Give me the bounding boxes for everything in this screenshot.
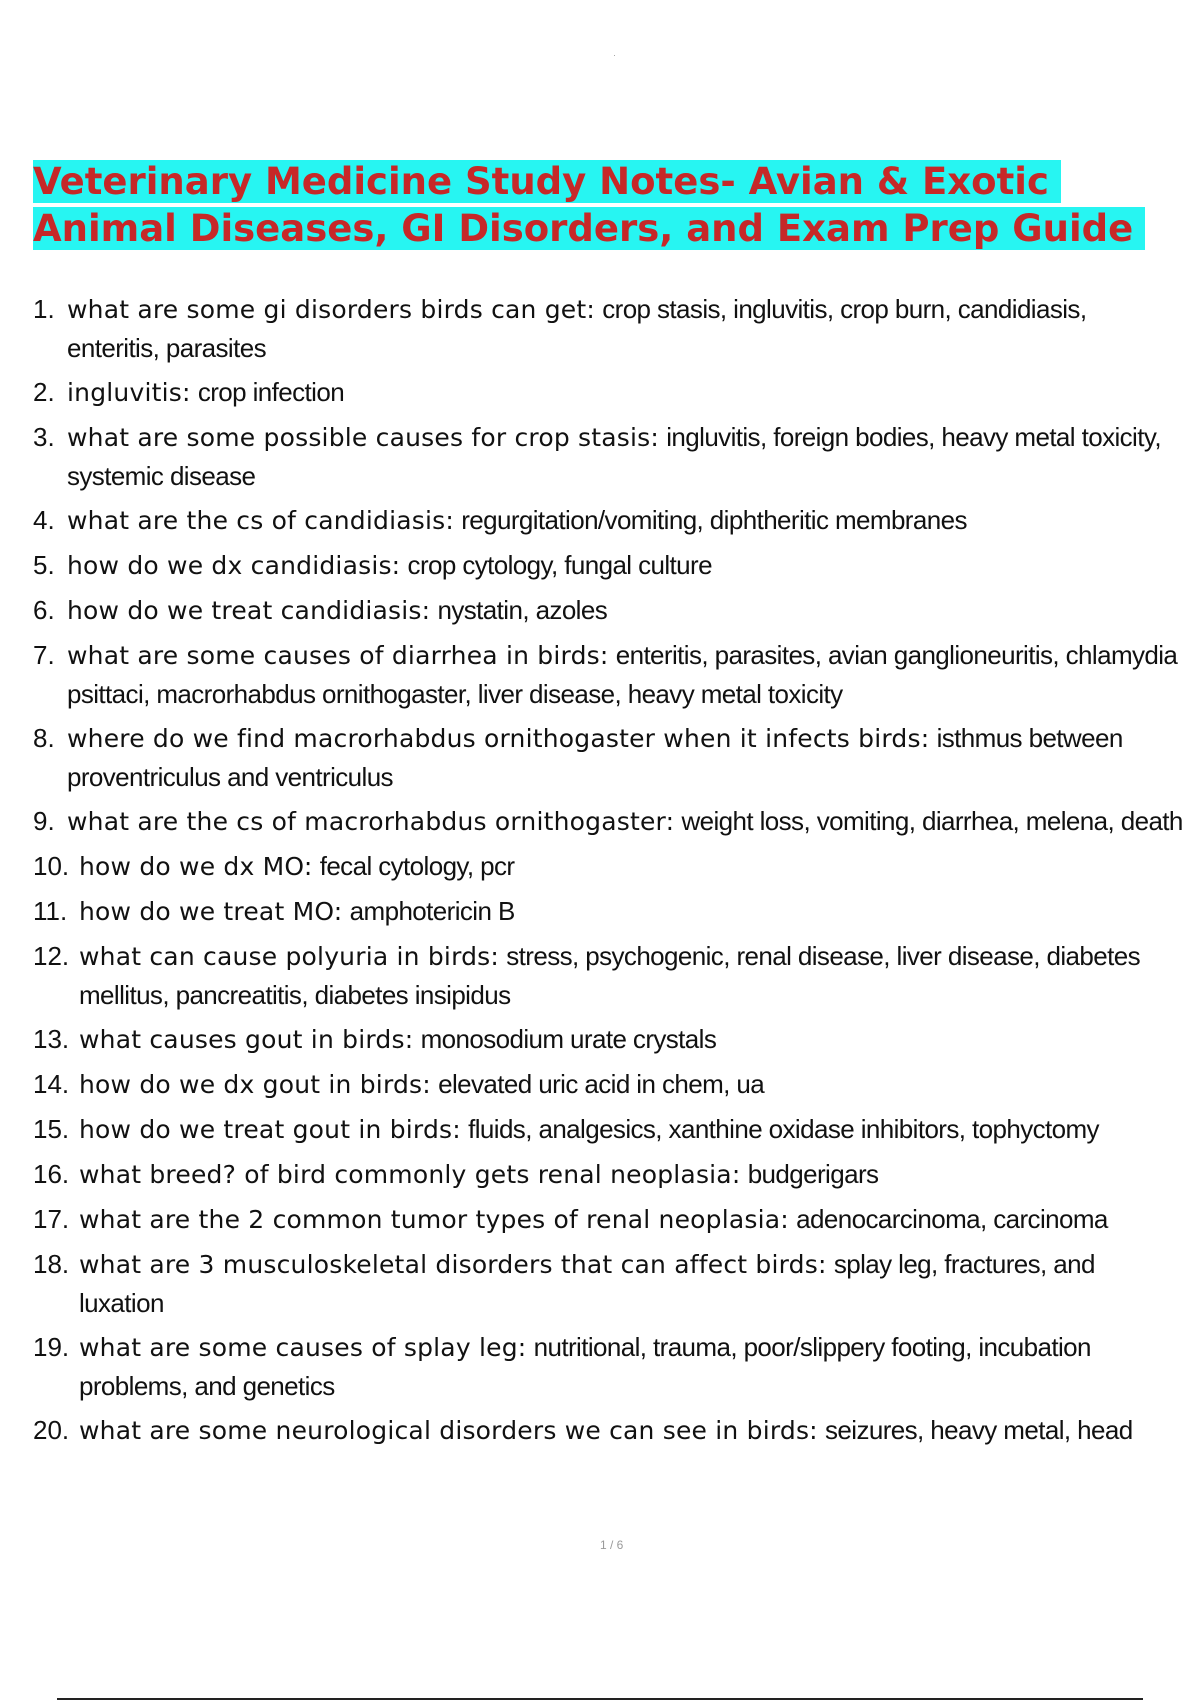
page-number: 1 / 6 — [600, 1538, 624, 1552]
answer-text: regurgitation/vomiting, diphtheritic membranes — [461, 505, 967, 535]
item-number: 4. — [33, 505, 55, 535]
item-number: 7. — [33, 640, 55, 670]
item-number: 14. — [33, 1069, 70, 1099]
item-number: 9. — [33, 806, 55, 836]
answer-text: crop infection — [197, 377, 345, 407]
item-number: 19. — [33, 1332, 70, 1362]
list-item — [33, 501, 1183, 540]
item-number: 13. — [33, 1024, 70, 1054]
question-text: ingluvitis: — [67, 378, 191, 407]
question-text: what are some gi disorders birds can get: — [67, 295, 595, 324]
item-number: 12. — [33, 941, 70, 971]
answer-text: enteritis, parasites, avian ganglioneuritis, chlamydia psittaci, macrorhabdus ornithogaster, liver disease, heavy metal toxicity — [67, 640, 1178, 709]
answer-text: ingluvitis, foreign bodies, heavy metal toxicity, systemic disease — [67, 422, 1161, 491]
answer-text: fecal cytology, pcr — [319, 851, 515, 881]
question-text: what causes gout in birds: — [79, 1025, 414, 1054]
list-item — [33, 892, 1183, 931]
list-item — [33, 1110, 1183, 1149]
list-item — [33, 290, 1183, 367]
list-item — [33, 1245, 1183, 1322]
item-number: 2. — [33, 377, 55, 407]
question-text: what breed? of bird commonly gets renal neoplasia: — [79, 1160, 741, 1189]
question-text: what are the cs of candidiasis: — [67, 506, 454, 535]
question-text: how do we dx candidiasis: — [67, 551, 401, 580]
answer-text: crop cytology, fungal culture — [407, 550, 712, 580]
item-number: 17. — [33, 1204, 70, 1234]
item-number: 3. — [33, 422, 55, 452]
question-text: how do we treat MO: — [79, 897, 343, 926]
list-item — [33, 937, 1183, 1014]
item-number: 8. — [33, 723, 55, 753]
list-item — [33, 847, 1183, 886]
list-item — [33, 1328, 1183, 1405]
item-number: 15. — [33, 1114, 70, 1144]
question-text: how do we dx gout in birds: — [79, 1070, 431, 1099]
question-text: where do we find macrorhabdus ornithogaster when it infects birds: — [67, 724, 930, 753]
list-item — [33, 1020, 1183, 1059]
answer-text: budgerigars — [747, 1159, 879, 1189]
question-text: what are the 2 common tumor types of renal neoplasia: — [79, 1205, 789, 1234]
item-number: 1. — [33, 294, 55, 324]
question-text: how do we treat candidiasis: — [67, 596, 431, 625]
question-text: how do we dx MO: — [79, 852, 313, 881]
list-item — [33, 1200, 1183, 1239]
answer-text: fluids, analgesics, xanthine oxidase inhibitors, tophyctomy — [468, 1114, 1099, 1144]
answer-text: stress, psychogenic, renal disease, liver disease, diabetes mellitus, pancreatitis, diabetes insipidus — [79, 941, 1140, 1010]
answer-text: elevated uric acid in chem, ua — [438, 1069, 765, 1099]
title-text: Veterinary Medicine Study Notes- Avian & Exotic Animal Diseases, GI Disorders, and Exam Prep Guide — [33, 160, 1145, 250]
list-item — [33, 1065, 1183, 1104]
list-item — [33, 1411, 1183, 1450]
question-text: what are some possible causes for crop stasis: — [67, 423, 660, 452]
question-text: what are 3 musculoskeletal disorders that can affect birds: — [79, 1250, 827, 1279]
item-number: 16. — [33, 1159, 70, 1189]
item-number: 10. — [33, 851, 70, 881]
document-title — [33, 158, 1183, 252]
list-item — [33, 719, 1183, 796]
list-item — [33, 802, 1183, 841]
item-number: 11. — [33, 896, 68, 926]
question-text: what are some causes of diarrhea in birds: — [67, 641, 609, 670]
list-item — [33, 418, 1183, 495]
answer-text: nutritional, trauma, poor/slippery footing, incubation problems, and genetics — [79, 1332, 1091, 1401]
item-number: 5. — [33, 550, 55, 580]
item-number: 20. — [33, 1415, 70, 1445]
answer-text: weight loss, vomiting, diarrhea, melena, death — [681, 806, 1183, 836]
study-notes-list — [33, 290, 1183, 1456]
item-number: 6. — [33, 595, 55, 625]
answer-text: nystatin, azoles — [437, 595, 608, 625]
answer-text: amphotericin B — [349, 896, 515, 926]
item-number: 18. — [33, 1249, 70, 1279]
question-text: what can cause polyuria in birds: — [79, 942, 500, 971]
list-item — [33, 591, 1183, 630]
answer-text: splay leg, fractures, and luxation — [79, 1249, 1095, 1318]
question-text: what are some causes of splay leg: — [79, 1333, 527, 1362]
top-mark: · — [613, 50, 616, 60]
list-item — [33, 373, 1183, 412]
question-text: what are the cs of macrorhabdus ornithogaster: — [67, 807, 675, 836]
list-item — [33, 1155, 1183, 1194]
answer-text: seizures, heavy metal, head — [825, 1415, 1133, 1445]
question-text: how do we treat gout in birds: — [79, 1115, 461, 1144]
answer-text: monosodium urate crystals — [420, 1024, 717, 1054]
answer-text: isthmus between proventriculus and ventriculus — [67, 723, 1123, 792]
list-item — [33, 636, 1183, 713]
question-text: what are some neurological disorders we can see in birds: — [79, 1416, 818, 1445]
answer-text: crop stasis, ingluvitis, crop burn, candidiasis, enteritis, parasites — [67, 294, 1087, 363]
list-item — [33, 546, 1183, 585]
answer-text: adenocarcinoma, carcinoma — [796, 1204, 1108, 1234]
